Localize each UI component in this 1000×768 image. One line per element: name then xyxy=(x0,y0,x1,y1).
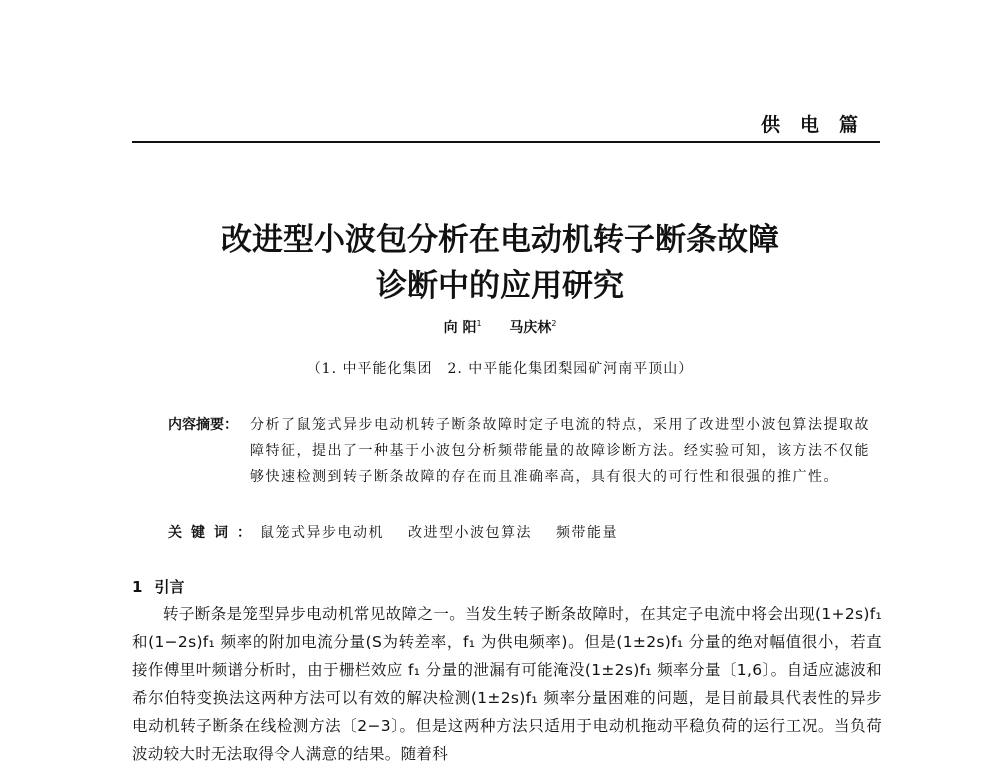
section-title: 引言 xyxy=(154,578,185,596)
abstract-label: 内容摘要： xyxy=(168,417,238,433)
section-number: 1 xyxy=(132,578,143,596)
author-affiliation-mark: 1 xyxy=(476,319,482,328)
author-name: 向 阳 xyxy=(443,320,477,336)
article-title-line1: 改进型小波包分析在电动机转子断条故障 xyxy=(221,222,779,258)
keyword: 改进型小波包算法 xyxy=(408,525,532,541)
author-list xyxy=(0,317,1000,337)
article-title-line2: 诊断中的应用研究 xyxy=(376,268,624,304)
abstract xyxy=(168,412,884,490)
keywords-label: 关键词： xyxy=(168,525,260,541)
affiliations: （1. 中平能化集团 2. 中平能化集团梨园矿河南平顶山） xyxy=(306,361,694,377)
section-body xyxy=(132,600,882,768)
section-tag: 供电篇 xyxy=(760,114,878,136)
keyword: 频带能量 xyxy=(556,525,618,541)
header-rule xyxy=(132,141,880,143)
body-paragraph: 转子断条是笼型异步电动机常见故障之一。当发生转子断条故障时，在其定子电流中将会出现(1+2s)f₁ 和(1−2s)f₁ 频率的附加电流分量(S为转差率，f₁ 为供电频率)。但是(1±2s)f₁ 分量的绝对幅值很小，若直接作傅里叶频谱分析时，由于栅栏效应 f₁ 分量的泄漏有可能淹没(1±2s)f₁ 频率分量〔1,6〕。自适应滤波和希尔伯特变换法这两种方法可以有效的解决检测(1±2s)f₁ 频率分量困难的问题，是目前最具代表性的异步电动机转子断条在线检测方法〔2−3〕。但是这两种方法只适用于电动机拖动平稳负荷的运行工况。当负荷波动较大时无法取得令人满意的结果。随着科 xyxy=(132,605,882,763)
keyword: 鼠笼式异步电动机 xyxy=(260,525,384,541)
author-affiliation-mark: 2 xyxy=(551,319,557,328)
abstract-text: 分析了鼠笼式异步电动机转子断条故障时定子电流的特点，采用了改进型小波包算法提取故障特征，提出了一种基于小波包分析频带能量的故障诊断方法。经实验可知，该方法不仅能够快速检测到转子断条故障的存在而且准确率高，具有很大的可行性和很强的推广性。 xyxy=(250,417,870,485)
keywords xyxy=(168,522,642,542)
author-name: 马庆林 xyxy=(509,320,552,336)
section-heading xyxy=(132,576,184,597)
